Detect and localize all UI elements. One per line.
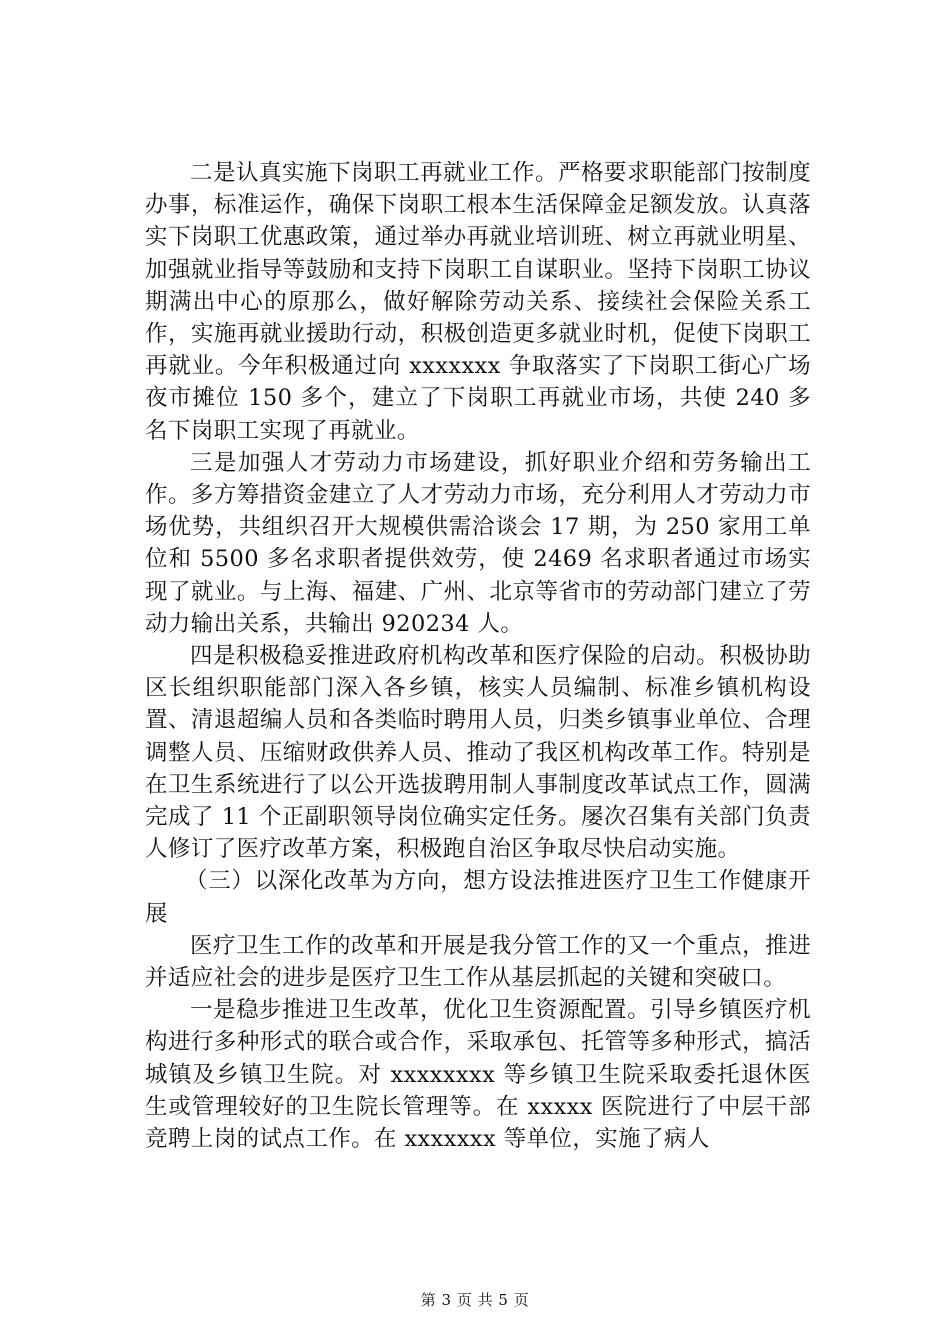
paragraph-institutional-reform: 四是积极稳妥推进政府机构改革和医疗保险的启动。积极协助区长组织职能部门深入各乡镇，核实人员编制、标准乡镇机构设置、清退超编人员和各类临时聘用人员，归类乡镇事业单位、合理调整人员、压缩财政供养人员、推动了我区机构改革工作。特别是在卫生系统进行了以公开选拔聘用制人事制度改革试点工作，圆满完成了 11 个正副职领导岗位确实定任务。屡次召集有关部门负责人修订了医疗改革方案，积极跑自治区争取尽快启动实施。 bbox=[145, 643, 811, 863]
page-footer: 第 3 页 共 5 页 bbox=[420, 1291, 530, 1309]
paragraph-reemployment: 二是认真实施下岗职工再就业工作。严格要求职能部门按制度办事，标准运作，确保下岗职工根本生活保障金足额发放。认真落实下岗职工优惠政策，通过举办再就业培训班、树立再就业明星、加强就业指导等鼓励和支持下岗职工自谋职业。坚持下岗职工协议期满出中心的原那么，做好解除劳动关系、接续社会保险关系工作，实施再就业援助行动，积极创造更多就业时机，促使下岗职工再就业。今年积极通过向 xxxxxxx 争取落实了下岗职工街心广场夜市摊位 150 多个，建立了下岗职工再就业市场，共使 240 多名下岗职工实现了再就业。 bbox=[145, 160, 811, 444]
paragraph-medical-intro: 医疗卫生工作的改革和开展是我分管工作的又一个重点，推进并适应社会的进步是医疗卫生工作从基层抓起的关键和突破口。 bbox=[145, 932, 811, 992]
paragraph-labor-market: 三是加强人才劳动力市场建设，抓好职业介绍和劳务输出工作。多方筹措资金建立了人才劳动力市场，充分利用人才劳动力市场优势，共组织召开大规模供需洽谈会 17 期，为 250 家用工单位和 5500 多名求职者提供效劳，使 2469 名求职者通过市场实现了就业。与上海、福建、广州、北京等省市的劳动部门建立了劳动力输出关系，共输出 920234 人。 bbox=[145, 449, 811, 637]
paragraph-health-reform: 一是稳步推进卫生改革，优化卫生资源配置。引导乡镇医疗机构进行多种形式的联合或合作，采取承包、托管等多种形式，搞活城镇及乡镇卫生院。对 xxxxxxxx 等乡镇卫生院采取委托退休医生或管理较好的卫生院长管理等。在 xxxxx 医院进行了中层干部竞聘上岗的试点工作。在 xxxxxxx 等单位，实施了病人 bbox=[145, 997, 811, 1153]
section-heading-medical: （三）以深化改革为方向，想方设法推进医疗卫生工作健康开展 bbox=[145, 868, 811, 927]
document-body bbox=[145, 157, 811, 1155]
